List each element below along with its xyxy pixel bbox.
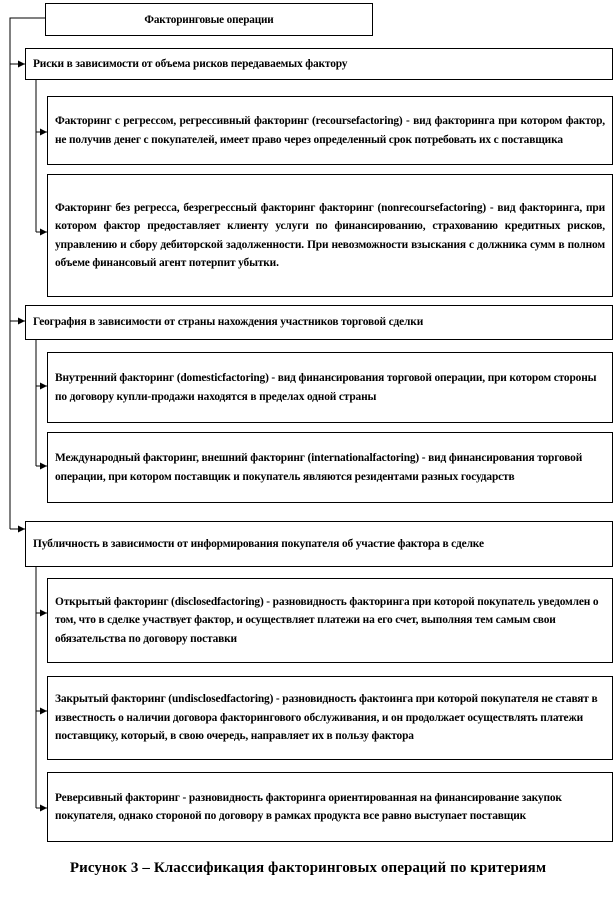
- publicity-item-3-text: Реверсивный факторинг - разновидность факторинга ориентированная на финансирование закупок покупателя, однако стороной по договору в рамках продукта все равно выступает поставщик: [55, 791, 562, 822]
- publicity-item-1-text: Открытый факторинг (disclosedfactoring) - разновидность факторинга при которой покупатель уведомлен о том, что в сделке участвует фактор, и осуществляет платежи на его счет, выполняя тем самым свои обязательства по договору поставки: [55, 595, 599, 645]
- risks-item-1-text: Факторинг с регрессом, регрессивный факторинг (recoursefactoring) - вид факторинга при котором фактор, не получив денег с покупателей, имеет право через определенный срок потребовать их с поставщика: [55, 115, 605, 146]
- risks-item-1-box: [47, 96, 613, 165]
- main-trunk-line: [10, 18, 45, 529]
- geography-item-2-text: Международный факторинг, внешний факторинг (internationalfactoring) - вид финансирования торговой операции, при котором поставщик и покупатель являются резидентами разных государств: [55, 452, 583, 483]
- geography-item-2-box: [47, 432, 613, 503]
- figure-caption: Рисунок 3 – Классификация факторинговых операций по критериям: [69, 860, 547, 876]
- publicity-item-2-box: [47, 676, 613, 760]
- root-box: [45, 3, 373, 36]
- risks-item-2-box: [47, 174, 613, 297]
- geography-item-1-box: [47, 352, 613, 423]
- publicity-item-3-box: [47, 772, 613, 842]
- publicity-item-1-box: [47, 578, 613, 663]
- risks-item-2-text: Факторинг без регресса, безрегрессный факторинг факторинг (nonrecoursefactoring) - вид факторинга, при котором фактор предоставляет клиенту услуги по финансированию, страхованию кредитных рисков, управлению и сбору дебиторской задолженности. При невозможности взыскания с должника сумм в полном объеме финансовый агент потерпит убытки.: [55, 201, 605, 269]
- category-risks-box: [25, 48, 613, 80]
- category-publicity-box: [25, 521, 613, 567]
- geography-item-1-text: Внутренний факторинг (domesticfactoring) - вид финансирования торговой операции, при котором стороны по договору купли-продажи находятся в пределах одной страны: [55, 372, 597, 403]
- publicity-item-2-text: Закрытый факторинг (undisclosedfactoring) - разновидность фактоинга при которой покупателя не ставят в известность о наличии договора факторингового обслуживания, и он продолжает осуществлять платежи поставщику, который, в свою очередь, направляет их в пользу фактора: [55, 693, 598, 743]
- root-label: Факторинговые операции: [144, 13, 274, 26]
- category-risks-label: Риски в зависимости от объема рисков передаваемых фактору: [33, 57, 348, 70]
- category-publicity-label: Публичность в зависимости от информирования покупателя об участие фактора в сделке: [33, 537, 484, 550]
- category-geography-label: География в зависимости от страны нахождения участников торговой сделки: [33, 316, 424, 329]
- category-geography-box: [25, 305, 613, 340]
